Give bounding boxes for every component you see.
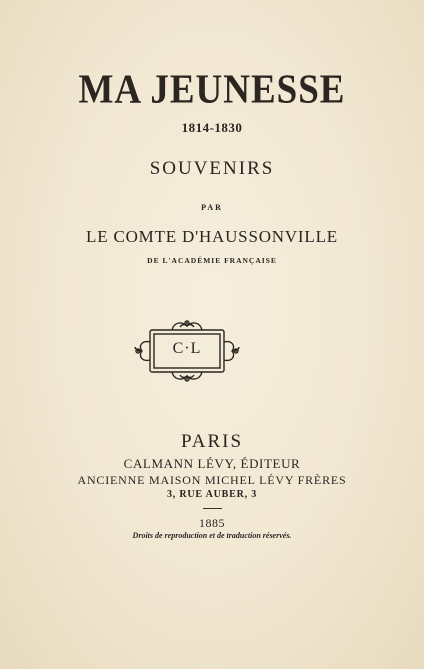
rights-notice: Droits de reproduction et de traduction réservés. xyxy=(132,531,292,540)
author-name: LE COMTE D'HAUSSONVILLE xyxy=(86,227,338,246)
publisher-monogram: C·L xyxy=(172,340,202,357)
imprint-publisher: CALMANN LÉVY, ÉDITEUR xyxy=(123,456,301,471)
book-subtitle: SOUVENIRS xyxy=(149,158,275,179)
book-dates: 1814-1830 xyxy=(181,120,243,135)
by-line: PAR xyxy=(201,203,223,212)
imprint-year: 1885 xyxy=(199,516,225,530)
imprint-city: PARIS xyxy=(180,431,244,452)
book-title: MA JEUNESSE xyxy=(78,66,346,113)
imprint-house: ANCIENNE MAISON MICHEL LÉVY FRÈRES xyxy=(77,473,347,487)
imprint-address: 3, RUE AUBER, 3 xyxy=(166,489,258,500)
author-affiliation: DE L'ACADÉMIE FRANÇAISE xyxy=(147,256,277,265)
divider-rule xyxy=(203,508,222,509)
